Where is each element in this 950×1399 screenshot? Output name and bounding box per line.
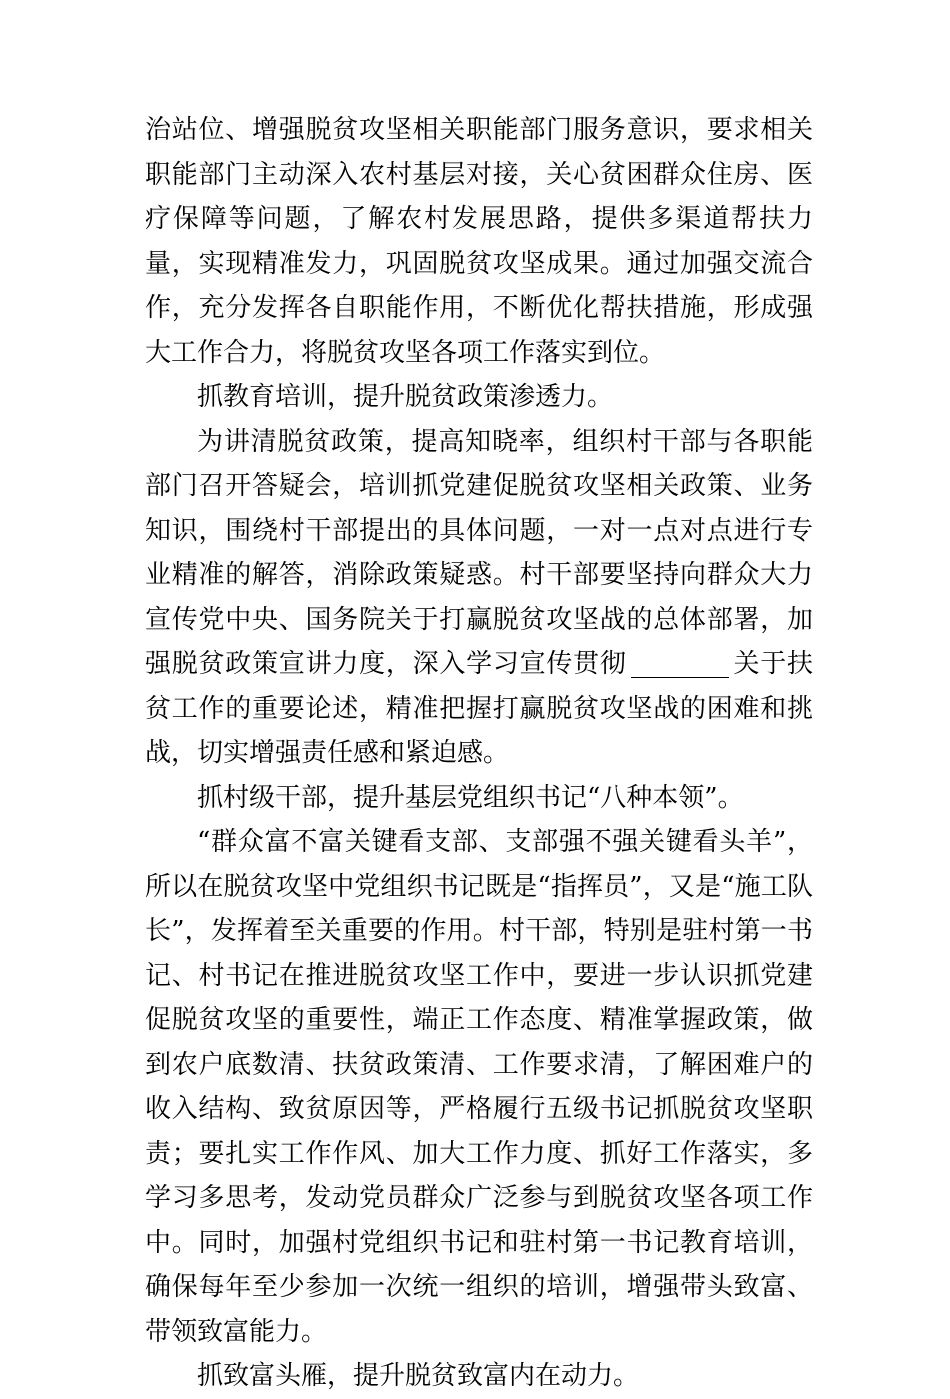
document-body bbox=[145, 108, 813, 1399]
blank-underline bbox=[631, 651, 729, 678]
section-heading-education: 抓教育培训，提升脱贫政策渗透力。 bbox=[197, 382, 614, 412]
paragraph-education bbox=[145, 420, 813, 776]
paragraph-education-part1: 为讲清脱贫政策，提高知晓率，组织村干部与各职能部门召开答疑会，培训抓党建促脱贫攻坚相关政策、业务知识，围绕村干部提出的具体问题，一对一点对点进行专业精准的解答，消除政策疑惑。村干部要坚持向群众大力宣传党中央、国务院关于打赢脱贫攻坚战的总体部署，加强脱贫政策宣讲力度，深入学习宣传贯彻 bbox=[145, 426, 813, 679]
paragraph-village-cadres: “群众富不富关键看支部、支部强不强关键看头羊”，所以在脱贫攻坚中党组织书记既是“指挥员”，又是“施工队长”，发挥着至关重要的作用。村干部，特别是驻村第一书记、村书记在推进脱贫攻坚工作中，要进一步认识抓党建促脱贫攻坚的重要性，端正工作态度、精准掌握政策，做到农户底数清、扶贫政策清、工作要求清，了解困难户的收入结构、致贫原因等，严格履行五级书记抓脱贫攻坚职责；要扎实工作作风、加大工作力度、抓好工作落实，多学习多思考，发动党员群众广泛参与到脱贫攻坚各项工作中。同时，加强村党组织书记和驻村第一书记教育培训，确保每年至少参加一次统一组织的培训，增强带头致富、带领致富能力。 bbox=[145, 827, 813, 1347]
paragraph-continuation: 治站位、增强脱贫攻坚相关职能部门服务意识，要求相关职能部门主动深入农村基层对接，关心贫困群众住房、医疗保障等问题，了解农村发展思路，提供多渠道帮扶力量，实现精准发力，巩固脱贫攻坚成果。通过加强交流合作，充分发挥各自职能作用，不断优化帮扶措施，形成强大工作合力，将脱贫攻坚各项工作落实到位。 bbox=[145, 115, 813, 368]
paragraph-education-part2: 关于扶贫工作的重要论述，精准把握打赢脱贫攻坚战的困难和挑战，切实增强责任感和紧迫感。 bbox=[145, 649, 813, 768]
section-heading-village-cadres: 抓村级干部，提升基层党组织书记“八种本领”。 bbox=[197, 782, 744, 813]
section-heading-leaders: 抓致富头雁，提升脱贫致富内在动力。 bbox=[197, 1361, 640, 1391]
